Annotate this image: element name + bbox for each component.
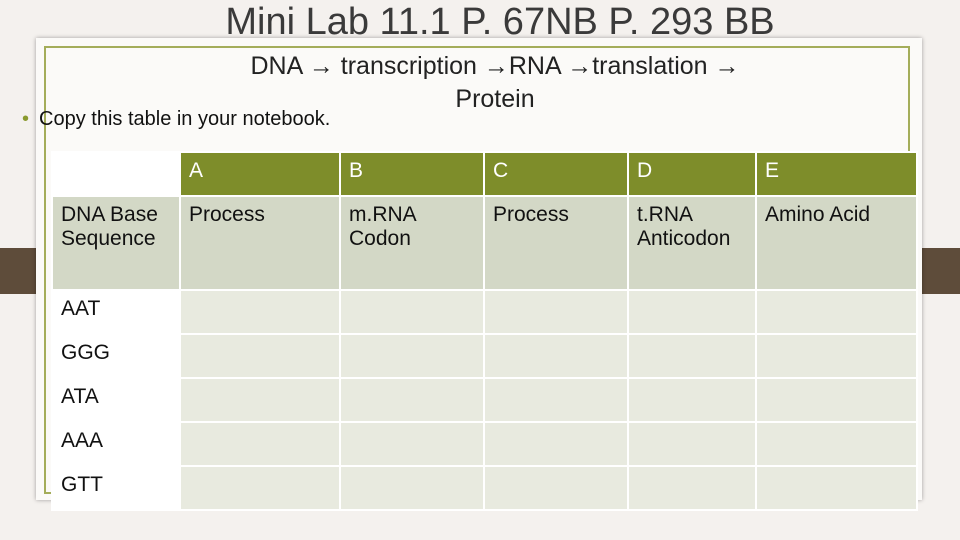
blank-cell [484, 422, 628, 466]
blank-cell [628, 466, 756, 510]
blank-cell [628, 334, 756, 378]
blank-cell [628, 378, 756, 422]
table-row [52, 334, 917, 378]
header-cell-d: D [628, 152, 756, 196]
sequence-cell: AAT [52, 290, 180, 334]
subtitle-line-1: DNA → transcription →RNA →translation → [250, 52, 740, 80]
label-process-2: Process [484, 196, 628, 290]
blank-cell [340, 466, 484, 510]
instruction-bullet [22, 108, 330, 131]
table-row [52, 422, 917, 466]
label-mrna-codon: m.RNA Codon [340, 196, 484, 290]
sequence-cell: GGG [52, 334, 180, 378]
blank-cell [340, 334, 484, 378]
blank-cell [756, 466, 917, 510]
blank-cell [756, 290, 917, 334]
blank-cell [180, 466, 340, 510]
header-cell-blank [52, 152, 180, 196]
label-process-1: Process [180, 196, 340, 290]
sequence-cell: GTT [52, 466, 180, 510]
blank-cell [180, 378, 340, 422]
table-row [52, 466, 917, 510]
table-row [52, 290, 917, 334]
label-trna-anticodon: t.RNA Anticodon [628, 196, 756, 290]
blank-cell [484, 466, 628, 510]
blank-cell [756, 334, 917, 378]
header-cell-e: E [756, 152, 917, 196]
subtitle-line-2: Protein [455, 85, 535, 113]
header-cell-a: A [180, 152, 340, 196]
blank-cell [628, 422, 756, 466]
slide-subtitle [195, 50, 795, 116]
header-cell-c: C [484, 152, 628, 196]
blank-cell [340, 290, 484, 334]
label-dna-base-sequence: DNA Base Sequence [52, 196, 180, 290]
bullet-dot-icon: • [22, 108, 30, 130]
blank-cell [180, 422, 340, 466]
header-cell-b: B [340, 152, 484, 196]
blank-cell [340, 422, 484, 466]
blank-cell [340, 378, 484, 422]
table-label-row [52, 196, 917, 290]
blank-cell [484, 378, 628, 422]
blank-cell [180, 334, 340, 378]
blank-cell [484, 290, 628, 334]
slide-title: Mini Lab 11.1 P. 67NB P. 293 BB [225, 1, 775, 43]
sequence-cell: AAA [52, 422, 180, 466]
sequence-cell: ATA [52, 378, 180, 422]
dna-table [51, 151, 918, 511]
instruction-text: Copy this table in your notebook. [39, 108, 331, 130]
table-header-row [52, 152, 917, 196]
blank-cell [484, 334, 628, 378]
label-amino-acid: Amino Acid [756, 196, 917, 290]
blank-cell [628, 290, 756, 334]
blank-cell [180, 290, 340, 334]
blank-cell [756, 378, 917, 422]
blank-cell [756, 422, 917, 466]
table-row [52, 378, 917, 422]
